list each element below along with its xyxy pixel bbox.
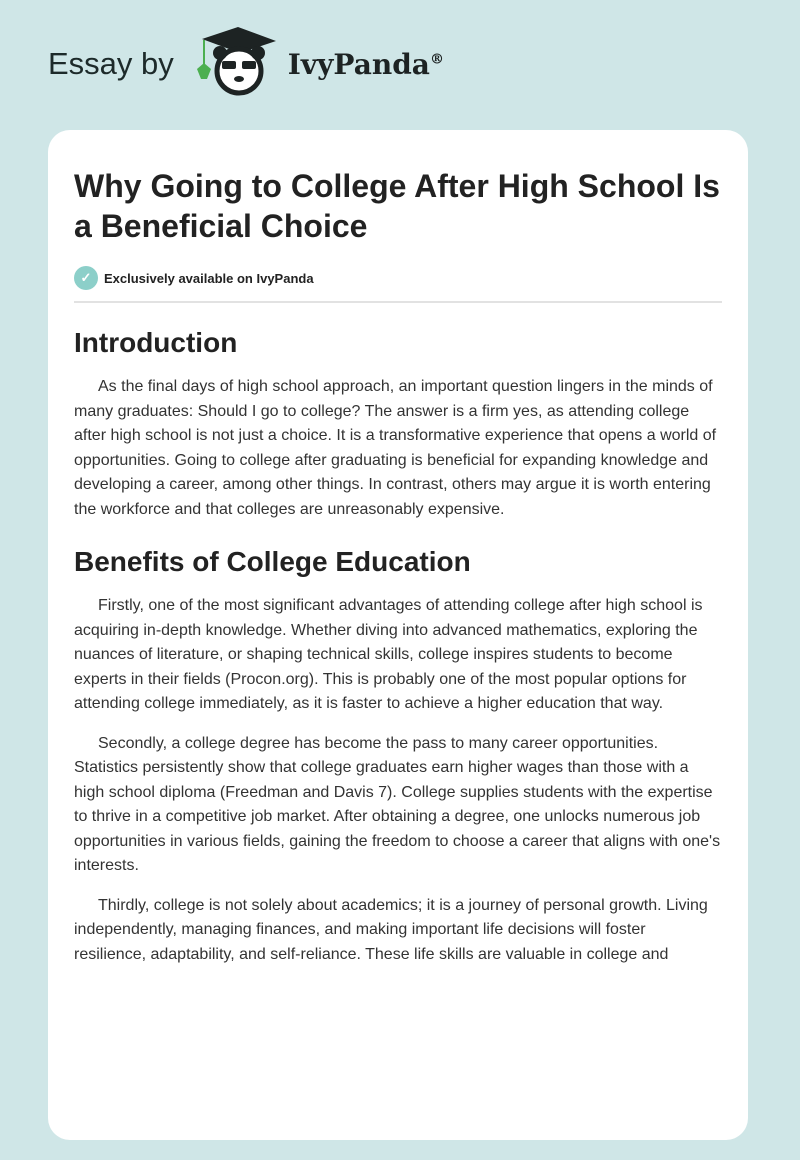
paragraph: Secondly, a college degree has become the pass to many career opportunities. Statistics persistently show that college graduates earn higher wages than those with a high school diploma (Freedman and Davis 7). College supplies students with the expertise to thrive in a competitive job market. After obtaining a degree, one unlocks numerous job opportunities in various fields, gaining the freedom to choose a career that aligns with one's interests. — [74, 734, 721, 874]
paragraph: As the final days of high school approach, an important question lingers in the minds of many graduates: Should I go to college? The answer is a firm yes, as attending college after high school is not just a choice. It is a transformative experience that opens a world of opportunities. Going to college after graduating is beneficial for expanding knowledge and developing a career, among other things. In contrast, others may argue it is worth entering the workforce and that colleges are unreasonably expensive. — [74, 378, 717, 518]
paragraph: Firstly, one of the most significant advantages of attending college after high school is acquiring in-depth knowledge. Whether diving into advanced mathematics, exploring the nuances of literature, or shaping technical skills, college inspires students to become experts in their fields (Procon.org). This is probably one of the most popular options for attending college immediately, as it is faster to achieve a higher education that way. — [74, 597, 703, 712]
check-icon: ✓ — [74, 266, 98, 290]
section-heading: Benefits of College Education — [74, 546, 471, 577]
site-header — [48, 34, 444, 94]
essay-by-label: Essay by — [48, 46, 174, 81]
ivypanda-logo-icon[interactable] — [192, 27, 278, 97]
essay-card — [48, 130, 748, 1140]
section-heading: Introduction — [74, 327, 238, 358]
badge-label: Exclusively available on IvyPanda — [104, 270, 314, 286]
registered-mark: ® — [429, 51, 444, 68]
paragraph: Thirdly, college is not solely about academics; it is a journey of personal growth. Living independently, managing finances, and making important life decisions will foster resilience, adaptability, and self-reliance. These life skills are valuable in college and — [74, 896, 708, 963]
brand-text: IvyPanda — [287, 47, 430, 81]
essay-title: Why Going to College After High School Is a Beneficial Choice — [74, 168, 720, 244]
brand-name[interactable] — [288, 48, 444, 81]
divider — [74, 301, 722, 303]
exclusive-badge — [74, 266, 722, 290]
